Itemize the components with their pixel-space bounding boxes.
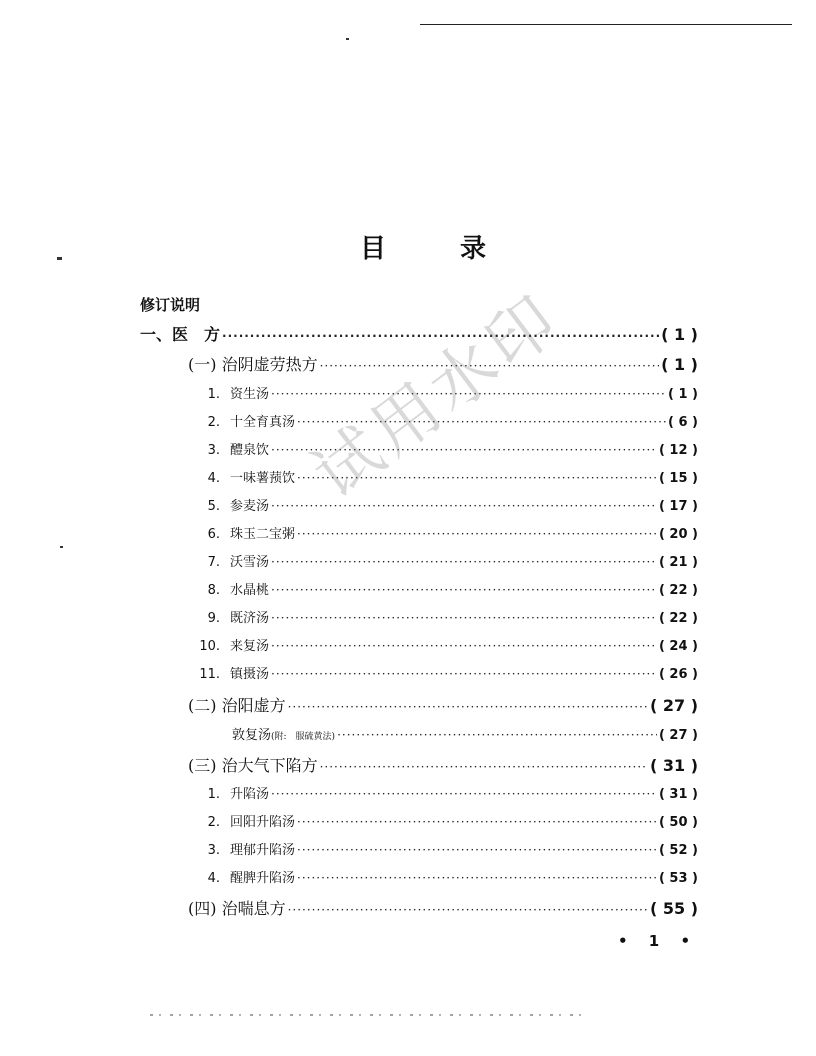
toc-entry-page: ( 26 ): [658, 667, 698, 682]
toc-entry: [188, 693, 698, 715]
toc-leader: [337, 728, 657, 742]
toc-entry-number: 8.: [207, 583, 220, 598]
toc-entry-label: 水晶桃: [230, 583, 270, 598]
toc-entry-number: 6.: [207, 527, 220, 542]
toc-entry-page: ( 15 ): [658, 471, 698, 486]
toc-entry-page: ( 22 ): [658, 583, 698, 598]
toc-entry: [194, 607, 698, 629]
toc-entry-page: ( 31 ): [658, 787, 698, 802]
toc-entry-number: 3.: [207, 443, 220, 458]
toc-leader: [271, 583, 657, 597]
toc-leader: [271, 499, 657, 513]
toc-entry: [194, 495, 698, 517]
scan-noise: [150, 1014, 590, 1016]
toc-entry-number: 5.: [207, 499, 220, 514]
toc-entry-page: ( 52 ): [658, 843, 698, 858]
toc-entry-label: 参麦汤: [230, 499, 270, 514]
toc-entry-label: 敦复汤: [232, 728, 272, 743]
toc-entry-label: 来复汤: [230, 639, 270, 654]
toc-entry: [194, 663, 698, 685]
scan-speck: [60, 546, 63, 548]
toc-entry: [194, 439, 698, 461]
toc-entry-page: ( 27 ): [649, 696, 698, 715]
toc-entry-number: 9.: [207, 611, 220, 626]
toc-entry: [188, 896, 698, 918]
toc-entry-page: ( 1 ): [661, 325, 698, 344]
toc-entry-number: 3.: [207, 843, 220, 858]
toc-entry-number: 4.: [207, 471, 220, 486]
toc-entry-note: (附: 服硫黄法): [271, 732, 336, 742]
toc-entry-page: ( 20 ): [658, 527, 698, 542]
toc-entry-label: 十全育真汤: [230, 415, 296, 430]
page-number: • 1 •: [618, 932, 699, 950]
toc-entry: [194, 839, 698, 861]
toc-entry: [194, 523, 698, 545]
toc-entry: [194, 635, 698, 657]
toc-entry-label: 珠玉二宝粥: [230, 527, 296, 542]
toc-entry-label: 一、医 方: [140, 325, 221, 344]
toc-entry: [140, 322, 698, 344]
toc-entry-number: 2.: [207, 815, 220, 830]
toc-entry-page: ( 24 ): [658, 639, 698, 654]
toc-entry-number: 11.: [199, 667, 220, 682]
toc-leader: [271, 667, 657, 681]
toc-entry-page: ( 50 ): [658, 815, 698, 830]
toc-entry-number: 4.: [207, 871, 220, 886]
toc-entry-label: 醒脾升陷汤: [230, 871, 296, 886]
toc-entry: [188, 753, 698, 775]
toc-entry-page: ( 12 ): [658, 443, 698, 458]
toc-leader: [288, 700, 648, 714]
toc-entry-page: ( 27 ): [658, 728, 698, 743]
toc-entry-label: 既济汤: [230, 611, 270, 626]
toc-entry-page: ( 1 ): [661, 355, 698, 374]
toc-leader: [297, 871, 657, 885]
toc-leader: [271, 555, 657, 569]
toc-entry-number: 1.: [207, 787, 220, 802]
toc-entry: [194, 867, 698, 889]
toc-leader: [271, 787, 657, 801]
toc-entry-label: 回阳升陷汤: [230, 815, 296, 830]
scan-speck: [346, 38, 349, 40]
toc-leader: [271, 639, 657, 653]
toc-entry-page: ( 31 ): [649, 756, 698, 775]
toc-entry-page: ( 22 ): [658, 611, 698, 626]
scan-speck: [57, 257, 62, 260]
toc-entry-label: 一味薯蓣饮: [230, 471, 296, 486]
toc-entry: [194, 783, 698, 805]
toc-entry-label: 资生汤: [230, 387, 270, 402]
toc-entry-page: ( 1 ): [668, 387, 698, 402]
toc-entry-label: (二) 治阳虚方: [188, 696, 286, 715]
toc-entry-page: ( 55 ): [649, 899, 698, 918]
toc-entry-label: (一) 治阴虚劳热方: [188, 355, 318, 374]
toc-entry-label: 醴泉饮: [230, 443, 270, 458]
toc-entry-page: ( 6 ): [668, 415, 698, 430]
toc-entry-number: 1.: [207, 387, 220, 402]
toc-entry-page: ( 21 ): [658, 555, 698, 570]
toc-entry: [194, 579, 698, 601]
toc-leader: [297, 843, 657, 857]
toc-entry-label: 沃雪汤: [230, 555, 270, 570]
top-rule: [420, 24, 792, 25]
toc-entry-number: 7.: [207, 555, 220, 570]
toc-entry-label: 升陷汤: [230, 787, 270, 802]
toc-entry: [194, 467, 698, 489]
toc-entry-label: 镇摄汤: [230, 667, 270, 682]
toc-entry: [194, 551, 698, 573]
toc-leader: [271, 611, 657, 625]
toc-entry-page: ( 53 ): [658, 871, 698, 886]
watermark: 试用水印: [299, 278, 576, 514]
toc-entry: [232, 724, 698, 746]
toc-entry-number: 2.: [207, 415, 220, 430]
title-char-2: 录: [460, 234, 487, 264]
toc-entry-label: 理郁升陷汤: [230, 843, 296, 858]
toc-leader: [297, 815, 657, 829]
section-header: 修订说明: [140, 296, 201, 314]
toc-entry-label: (四) 治喘息方: [188, 899, 286, 918]
toc-entry: [194, 811, 698, 833]
toc-entry-number: 10.: [199, 639, 220, 654]
toc-leader: [320, 760, 648, 774]
toc-leader: [297, 527, 657, 541]
toc-entry-page: ( 17 ): [658, 499, 698, 514]
title-char-1: 目: [360, 234, 387, 264]
toc-entry-label: (三) 治大气下陷方: [188, 756, 318, 775]
toc-leader: [288, 903, 648, 917]
